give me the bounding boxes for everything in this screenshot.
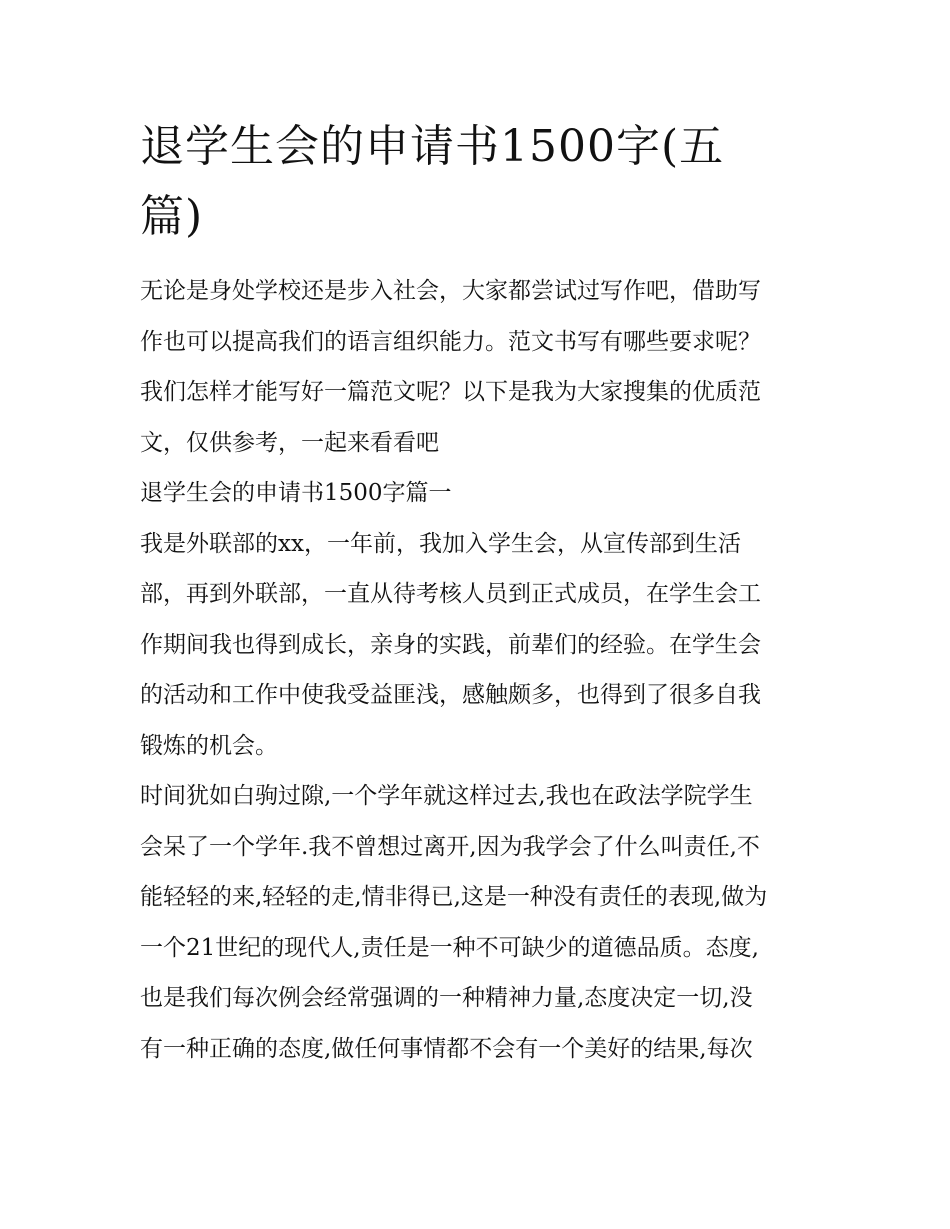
body-paragraph-1 [140,519,830,772]
paragraph-line: 部，再到外联部，一直从待考核人员到正式成员，在学生会工 [140,581,761,607]
intro-line: 作也可以提高我们的语言组织能力。范文书写有哪些要求呢？ [140,328,761,355]
body-paragraph-2 [140,771,830,1074]
paragraph-line: 会呆了一个学年.我不曾想过离开,因为我学会了什么叫责任,不 [140,833,760,860]
section-heading: 退学生会的申请书1500字篇一 [140,480,452,506]
paragraph-line: 有一种正确的态度,做任何事情都不会有一个美好的结果,每次 [140,1035,753,1062]
intro-line: 无论是身处学校还是步入社会，大家都尝试过写作吧，借助写 [140,278,761,304]
document-title-line-2: 篇) [140,191,204,242]
paragraph-line: 作期间我也得到成长，亲身的实践，前辈们的经验。在学生会 [140,631,761,658]
intro-line: 文，仅供参考，一起来看看吧 [140,429,439,456]
paragraph-line: 能轻轻的来,轻轻的走,情非得已,这是一种没有责任的表现,做为 [140,884,768,910]
document-title-line-1: 退学生会的申请书1500字(五 [140,121,725,172]
intro-paragraph [140,266,830,468]
intro-line: 我们怎样才能写好一篇范文呢？以下是我为大家搜集的优质范 [140,379,761,405]
paragraph-line: 也是我们每次例会经常强调的一种精神力量,态度决定一切,没 [140,985,753,1011]
paragraph-line: 时间犹如白驹过隙,一个学年就这样过去,我也在政法学院学生 [140,783,753,809]
paragraph-line: 一个21世纪的现代人,责任是一种不可缺少的道德品质。态度, [140,934,759,961]
document-content [140,112,830,1074]
paragraph-line: 我是外联部的xx，一年前，我加入学生会，从宣传部到生活 [140,530,741,557]
paragraph-line: 锻炼的机会。 [140,732,278,759]
document-title [140,112,830,252]
paragraph-line: 的活动和工作中使我受益匪浅，感触颇多，也得到了很多自我 [140,682,761,708]
